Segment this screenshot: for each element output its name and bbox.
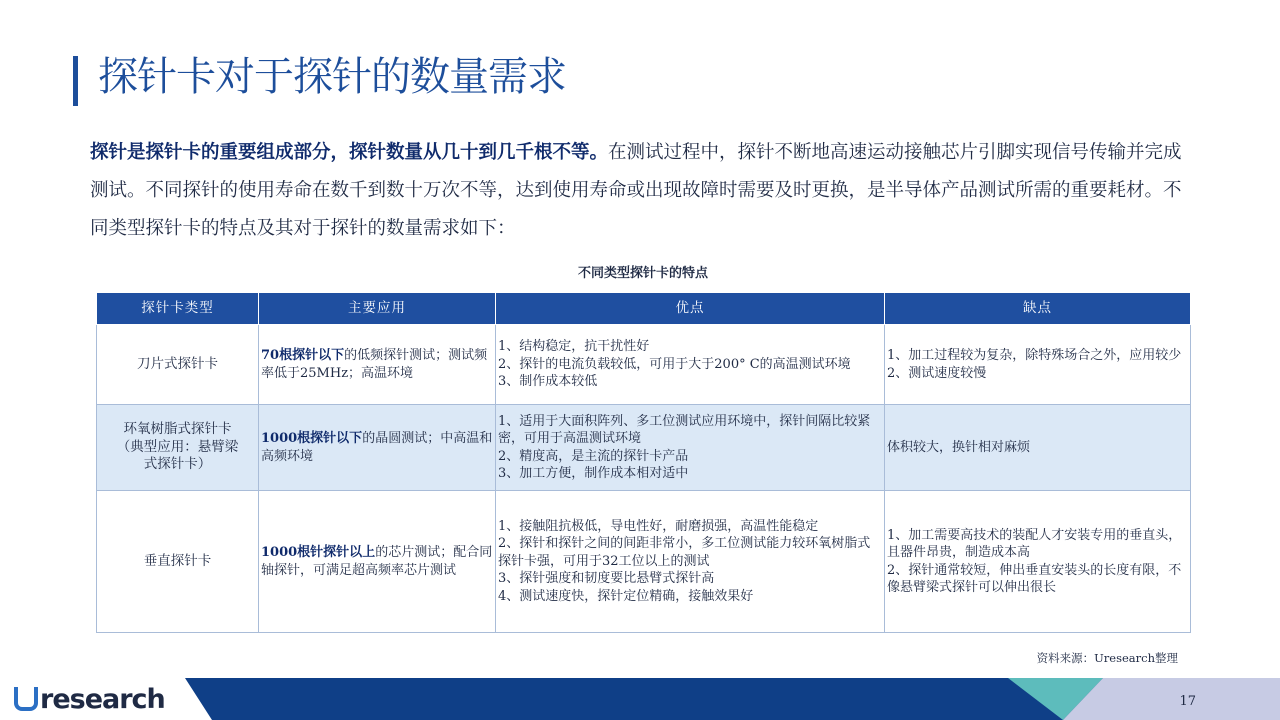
- logo-text: research: [40, 683, 165, 715]
- cell-application: 1000根针探针以上的芯片测试；配合同轴探针，可满足超高频率芯片测试: [259, 491, 496, 633]
- header-pros: 优点: [496, 293, 885, 325]
- cell-pros: 1、适用于大面积阵列、多工位测试应用环境中，探针间隔比较紧密，可用于高温测试环境 2、精度高，是主流的探针卡产品 3、加工方便，制作成本相对适中: [496, 405, 885, 491]
- cell-type: 垂直探针卡: [97, 491, 259, 633]
- cell-pros: 1、结构稳定，抗干扰性好 2、探针的电流负载较低，可用于大于200° C的高温测试环境 3、制作成本较低: [496, 325, 885, 405]
- title-accent-bar: [73, 48, 78, 106]
- cell-application: 70根探针以下的低频探针测试；测试频率低于25MHz；高温环境: [259, 325, 496, 405]
- intro-text: 在测试过程中，探针不断地高速运动接触芯片引脚实现信号传输并完成测试。不同探针的使用寿命在数千到数十万次不等，达到使用寿命或出现故障时需要及时更换，是半导体产品测试所需的重要耗材。不同类型探针卡的特点及其对于探针的数量需求如下：: [90, 142, 1182, 239]
- header-cons: 缺点: [885, 293, 1191, 325]
- table-row: [97, 491, 1191, 633]
- table-row: [97, 405, 1191, 491]
- cell-cons: 1、加工需要高技术的装配人才安装专用的垂直头，且器件昂贵，制造成本高 2、探针通常较短，伸出垂直安装头的长度有限，不像悬臂梁式探针可以伸出很长: [885, 491, 1191, 633]
- intro-bold-text: 探针是探针卡的重要组成部分，探针数量从几十到几千根不等。: [90, 142, 609, 163]
- cell-type: 刀片式探针卡: [97, 325, 259, 405]
- cell-cons: 体积较大，换针相对麻烦: [885, 405, 1191, 491]
- cell-pros: 1、接触阻抗极低，导电性好，耐磨损强，高温性能稳定 2、探针和探针之间的间距非常小，多工位测试能力较环氧树脂式探针卡强，可用于32工位以上的测试 3、探针强度和韧度要比悬臂式探针高 4、测试速度快，探针定位精确，接触效果好: [496, 491, 885, 633]
- probe-card-table: [96, 292, 1191, 633]
- cell-type: 环氧树脂式探针卡 （典型应用：悬臂梁 式探针卡）: [97, 405, 259, 491]
- source-note: 资料来源：Uresearch整理: [1036, 651, 1178, 665]
- table-header-row: [97, 293, 1191, 325]
- page-title: 探针卡对于探针的数量需求: [98, 54, 566, 100]
- header-application: 主要应用: [259, 293, 496, 325]
- cell-cons: 1、加工过程较为复杂，除特殊场合之外，应用较少 2、测试速度较慢: [885, 325, 1191, 405]
- uresearch-logo: [14, 683, 165, 715]
- table-caption: 不同类型探针卡的特点: [577, 266, 708, 281]
- intro-paragraph: [90, 134, 1190, 248]
- cell-application: 1000根探针以下的晶圆测试；中高温和高频环境: [259, 405, 496, 491]
- table-row: [97, 325, 1191, 405]
- page-number: 17: [1179, 694, 1196, 709]
- logo-u-icon: [14, 687, 38, 711]
- header-type: 探针卡类型: [97, 293, 259, 325]
